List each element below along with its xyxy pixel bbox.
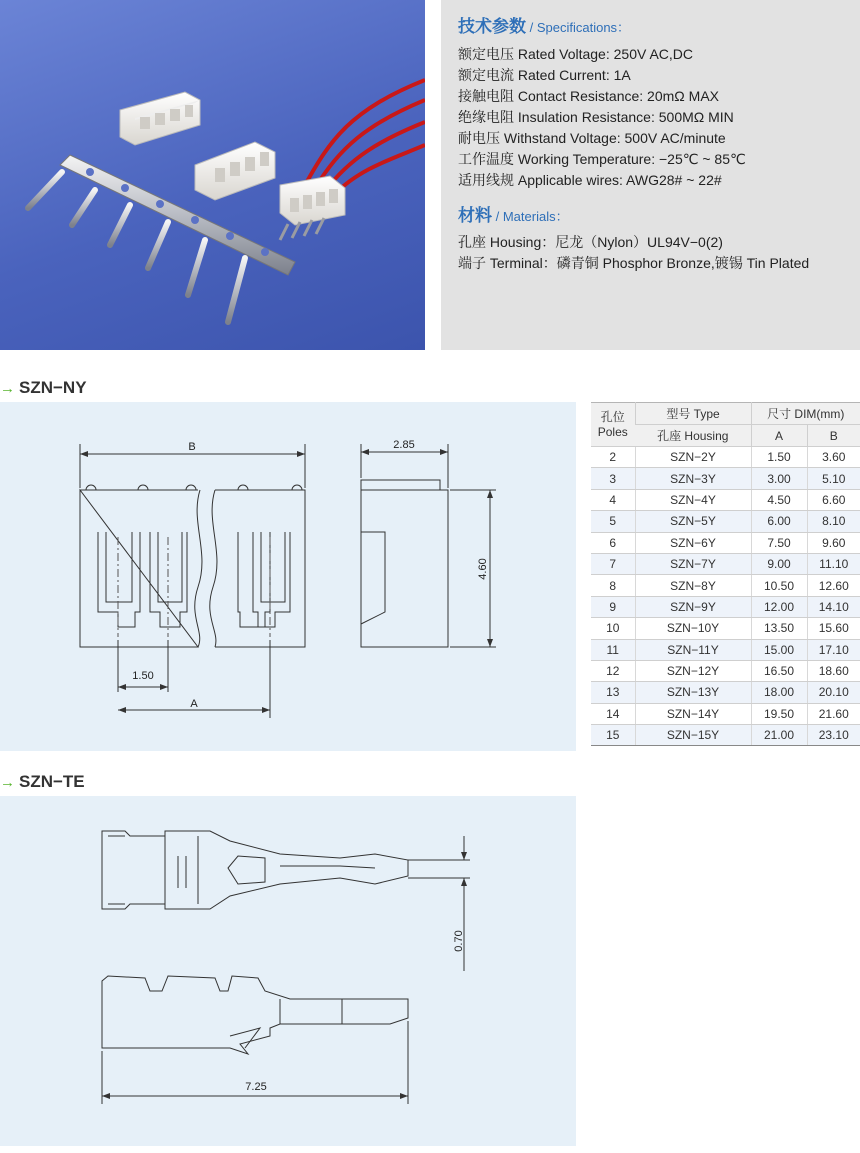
header-a: A (751, 425, 807, 447)
cell-a: 21.00 (751, 725, 807, 746)
cell-model: SZN−8Y (635, 575, 751, 596)
cell-poles: 13 (591, 682, 635, 703)
cell-poles: 7 (591, 553, 635, 574)
cell-poles: 15 (591, 725, 635, 746)
cell-b: 21.60 (807, 703, 860, 724)
cell-a: 16.50 (751, 660, 807, 681)
cell-model: SZN−10Y (635, 618, 751, 639)
cell-model: SZN−5Y (635, 511, 751, 532)
arrow-right-icon: → (0, 380, 15, 397)
cell-poles: 8 (591, 575, 635, 596)
material-terminal: 端子 Terminal：磷青铜 Phosphor Bronze,镀锡 Tin Plated (458, 255, 810, 271)
table-row (591, 725, 860, 746)
cell-a: 9.00 (751, 553, 807, 574)
section-title-text: SZN−TE (19, 772, 85, 791)
label-depth: 2.85 (393, 439, 415, 451)
specifications-heading-en: Specifications： (536, 20, 631, 35)
cell-b: 20.10 (807, 682, 860, 703)
cell-b: 12.60 (807, 575, 860, 596)
spec-applicable-wires: 适用线规 Applicable wires: AWG28# ~ 22# (458, 172, 722, 188)
material-housing: 孔座 Housing：尼龙（Nylon）UL94V−0(2) (458, 234, 723, 250)
break-line-left (195, 490, 202, 647)
cell-a: 1.50 (751, 447, 807, 468)
cell-model: SZN−13Y (635, 682, 751, 703)
table-row (591, 682, 860, 703)
cell-poles: 6 (591, 532, 635, 553)
cell-model: SZN−3Y (635, 468, 751, 489)
terminal-drawing (0, 796, 576, 1146)
header-poles-zh: 孔位 (600, 409, 625, 424)
cell-model: SZN−12Y (635, 660, 751, 681)
cell-model: SZN−6Y (635, 532, 751, 553)
label-height: 4.60 (477, 558, 489, 580)
cell-model: SZN−4Y (635, 489, 751, 510)
cell-a: 13.50 (751, 618, 807, 639)
cell-b: 5.10 (807, 468, 860, 489)
housing-drawing (0, 402, 576, 751)
heading-separator: / (526, 20, 537, 35)
spec-withstand-voltage: 耐电压 Withstand Voltage: 500V AC/minute (458, 130, 726, 146)
cell-a: 7.50 (751, 532, 807, 553)
table-row (591, 660, 860, 681)
terminal-top-view (102, 831, 408, 909)
table-body (591, 447, 860, 746)
cell-b: 23.10 (807, 725, 860, 746)
cell-b: 8.10 (807, 511, 860, 532)
label-thickness: 0.70 (453, 930, 465, 952)
dimension-table (591, 402, 860, 746)
cell-b: 14.10 (807, 596, 860, 617)
terminal-dimension-arrows (102, 852, 467, 1099)
cell-model: SZN−11Y (635, 639, 751, 660)
heading-separator: / (492, 209, 503, 224)
side-view-outline (361, 490, 448, 647)
cell-b: 18.60 (807, 660, 860, 681)
terminal-side-view (102, 976, 408, 1054)
arrow-right-icon: → (0, 774, 15, 791)
cell-poles: 5 (591, 511, 635, 532)
cell-model: SZN−14Y (635, 703, 751, 724)
cell-a: 10.50 (751, 575, 807, 596)
section-title-szn-te (0, 772, 85, 792)
table-row (591, 532, 860, 553)
table-row (591, 639, 860, 660)
header-type: 型号 Type (635, 403, 751, 425)
table-row (591, 553, 860, 574)
housing-drawing-svg (0, 402, 576, 751)
table-row (591, 511, 860, 532)
table-row (591, 703, 860, 724)
section-title-szn-ny (0, 378, 87, 398)
housing-photo-3 (280, 176, 345, 240)
label-a: A (190, 698, 198, 710)
materials-heading (458, 201, 569, 226)
cell-model: SZN−9Y (635, 596, 751, 617)
cell-b: 11.10 (807, 553, 860, 574)
table-row (591, 596, 860, 617)
cell-a: 12.00 (751, 596, 807, 617)
side-view-latch (361, 532, 385, 624)
cell-poles: 12 (591, 660, 635, 681)
cell-a: 19.50 (751, 703, 807, 724)
cell-a: 15.00 (751, 639, 807, 660)
cell-b: 9.60 (807, 532, 860, 553)
housing-slots (98, 532, 290, 627)
cell-poles: 4 (591, 489, 635, 510)
section-title-text: SZN−NY (19, 378, 87, 397)
cell-model: SZN−15Y (635, 725, 751, 746)
terminal-drawing-svg (0, 796, 576, 1146)
cell-b: 3.60 (807, 447, 860, 468)
cell-b: 6.60 (807, 489, 860, 510)
header-b: B (807, 425, 860, 447)
specifications-heading (458, 12, 630, 37)
cell-poles: 3 (591, 468, 635, 489)
header-dim: 尺寸 DIM(mm) (751, 403, 860, 425)
header-poles (591, 403, 635, 447)
cell-poles: 2 (591, 447, 635, 468)
cell-poles: 10 (591, 618, 635, 639)
cell-a: 4.50 (751, 489, 807, 510)
table-row (591, 489, 860, 510)
housing-photo-2 (195, 142, 275, 200)
label-b: B (188, 441, 196, 453)
table-row (591, 447, 860, 468)
header-poles-en: Poles (597, 424, 628, 439)
table-row (591, 575, 860, 596)
label-pitch: 1.50 (132, 670, 154, 682)
header-housing: 孔座 Housing (635, 425, 751, 447)
materials-heading-en: Materials： (502, 209, 569, 224)
spec-insulation-resistance: 绝缘电阻 Insulation Resistance: 500MΩ MIN (458, 109, 734, 125)
cell-a: 18.00 (751, 682, 807, 703)
break-line-right (210, 490, 217, 647)
cell-model: SZN−7Y (635, 553, 751, 574)
cell-a: 6.00 (751, 511, 807, 532)
specifications-heading-zh: 技术参数 (458, 17, 526, 36)
cell-b: 17.10 (807, 639, 860, 660)
cell-model: SZN−2Y (635, 447, 751, 468)
cell-a: 3.00 (751, 468, 807, 489)
housing-outline (80, 490, 305, 647)
table-row (591, 618, 860, 639)
specifications-panel (441, 0, 860, 350)
cell-poles: 9 (591, 596, 635, 617)
spec-rated-voltage: 额定电压 Rated Voltage: 250V AC,DC (458, 46, 693, 62)
spec-working-temperature: 工作温度 Working Temperature: −25℃ ~ 85℃ (458, 151, 746, 167)
housing-photo-1 (120, 92, 200, 145)
materials-heading-zh: 材料 (458, 206, 492, 225)
spec-contact-resistance: 接触电阻 Contact Resistance: 20mΩ MAX (458, 88, 719, 104)
cell-poles: 14 (591, 703, 635, 724)
cell-poles: 11 (591, 639, 635, 660)
label-length: 7.25 (245, 1081, 267, 1093)
spec-rated-current: 额定电流 Rated Current: 1A (458, 67, 631, 83)
table-row (591, 468, 860, 489)
product-photo (0, 0, 425, 350)
cell-b: 15.60 (807, 618, 860, 639)
product-photo-illustration (0, 0, 425, 350)
